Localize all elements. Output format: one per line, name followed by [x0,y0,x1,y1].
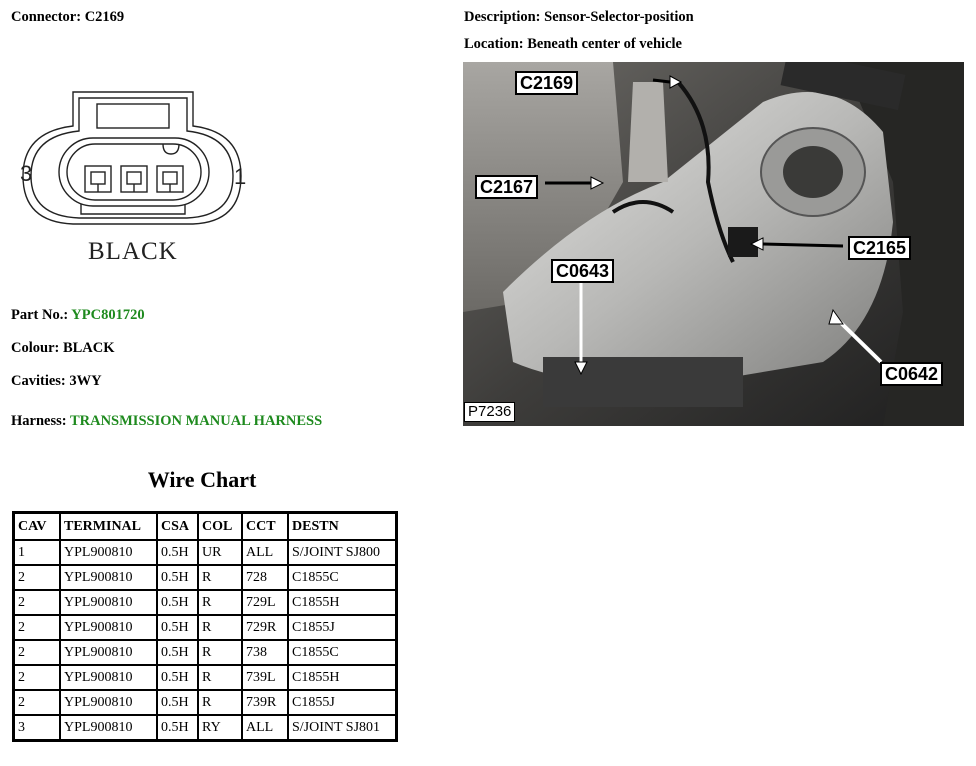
cell-terminal: YPL900810 [60,565,157,590]
cell-cav: 2 [14,590,61,615]
cell-col: R [198,690,242,715]
pin-3-label: 3 [20,161,33,186]
callout-c0643: C0643 [551,259,614,283]
colour-line [11,340,115,357]
table-row [14,565,397,590]
cell-destn: C1855J [288,690,397,715]
colour-label: Colour: [11,340,60,356]
cell-terminal: YPL900810 [60,665,157,690]
cell-destn: S/JOINT SJ801 [288,715,397,741]
colour-value: BLACK [62,340,115,356]
part-number-line [11,307,145,324]
location-value: Beneath center of vehicle [527,36,682,52]
description-label: Description: [464,9,541,25]
description-line [464,9,694,26]
location-photo [463,62,964,426]
cell-cct: 738 [242,640,288,665]
table-row [14,590,397,615]
cell-terminal: YPL900810 [60,540,157,565]
cell-csa: 0.5H [157,590,198,615]
table-row [14,615,397,640]
cell-cct: 739R [242,690,288,715]
cell-cav: 2 [14,565,61,590]
cell-terminal: YPL900810 [60,715,157,741]
table-row [14,715,397,741]
connector-label: Connector: [11,9,82,25]
cell-csa: 0.5H [157,665,198,690]
cell-cav: 3 [14,715,61,741]
cell-cct: 739L [242,665,288,690]
cavities-value: 3WY [69,373,102,389]
cell-col: R [198,665,242,690]
cell-cct: 729L [242,590,288,615]
cell-cav: 1 [14,540,61,565]
table-row [14,640,397,665]
header-cav: CAV [14,513,61,541]
wire-chart-title: Wire Chart [147,467,257,492]
cell-terminal: YPL900810 [60,690,157,715]
wire-chart-header-row [14,513,397,541]
cell-cav: 2 [14,690,61,715]
cavities-line [11,373,102,390]
location-line [464,36,682,53]
harness-line [11,413,322,430]
cell-terminal: YPL900810 [60,590,157,615]
description-value: Sensor-Selector-position [544,9,694,25]
header-terminal: TERMINAL [60,513,157,541]
connector-color-label: BLACK [88,238,178,265]
cell-csa: 0.5H [157,690,198,715]
callout-c0642: C0642 [880,362,943,386]
cell-terminal: YPL900810 [60,640,157,665]
photo-id: P7236 [464,402,515,422]
table-row [14,540,397,565]
cell-csa: 0.5H [157,615,198,640]
cell-csa: 0.5H [157,540,198,565]
cell-col: R [198,615,242,640]
connector-id: C2169 [84,9,125,25]
cell-destn: S/JOINT SJ800 [288,540,397,565]
cell-destn: C1855J [288,615,397,640]
header-cct: CCT [242,513,288,541]
part-number-link[interactable]: YPC801720 [71,307,145,323]
header-destn: DESTN [288,513,397,541]
wire-chart-table [12,511,398,742]
cell-col: RY [198,715,242,741]
cell-col: R [198,640,242,665]
location-label: Location: [464,36,524,52]
cell-cct: ALL [242,540,288,565]
callout-c2167: C2167 [475,175,538,199]
table-row [14,665,397,690]
cell-col: R [198,565,242,590]
cell-csa: 0.5H [157,640,198,665]
cell-cav: 2 [14,640,61,665]
part-number-label: Part No.: [11,307,69,323]
cell-destn: C1855C [288,565,397,590]
cell-csa: 0.5H [157,565,198,590]
cell-destn: C1855H [288,590,397,615]
cell-cct: ALL [242,715,288,741]
cell-cav: 2 [14,665,61,690]
cell-destn: C1855C [288,640,397,665]
cell-cav: 2 [14,615,61,640]
table-row [14,690,397,715]
harness-link[interactable]: TRANSMISSION MANUAL HARNESS [69,413,323,429]
header-col: COL [198,513,242,541]
connector-face-diagram [15,88,255,233]
cavities-label: Cavities: [11,373,66,389]
callout-c2169: C2169 [515,71,578,95]
pin-1-label: 1 [234,164,247,189]
header-csa: CSA [157,513,198,541]
cell-cct: 728 [242,565,288,590]
connector-line [11,9,124,26]
cell-cct: 729R [242,615,288,640]
cell-terminal: YPL900810 [60,615,157,640]
cell-col: UR [198,540,242,565]
cell-col: R [198,590,242,615]
callout-c2165: C2165 [848,236,911,260]
harness-label: Harness: [11,413,67,429]
cell-csa: 0.5H [157,715,198,741]
cell-destn: C1855H [288,665,397,690]
